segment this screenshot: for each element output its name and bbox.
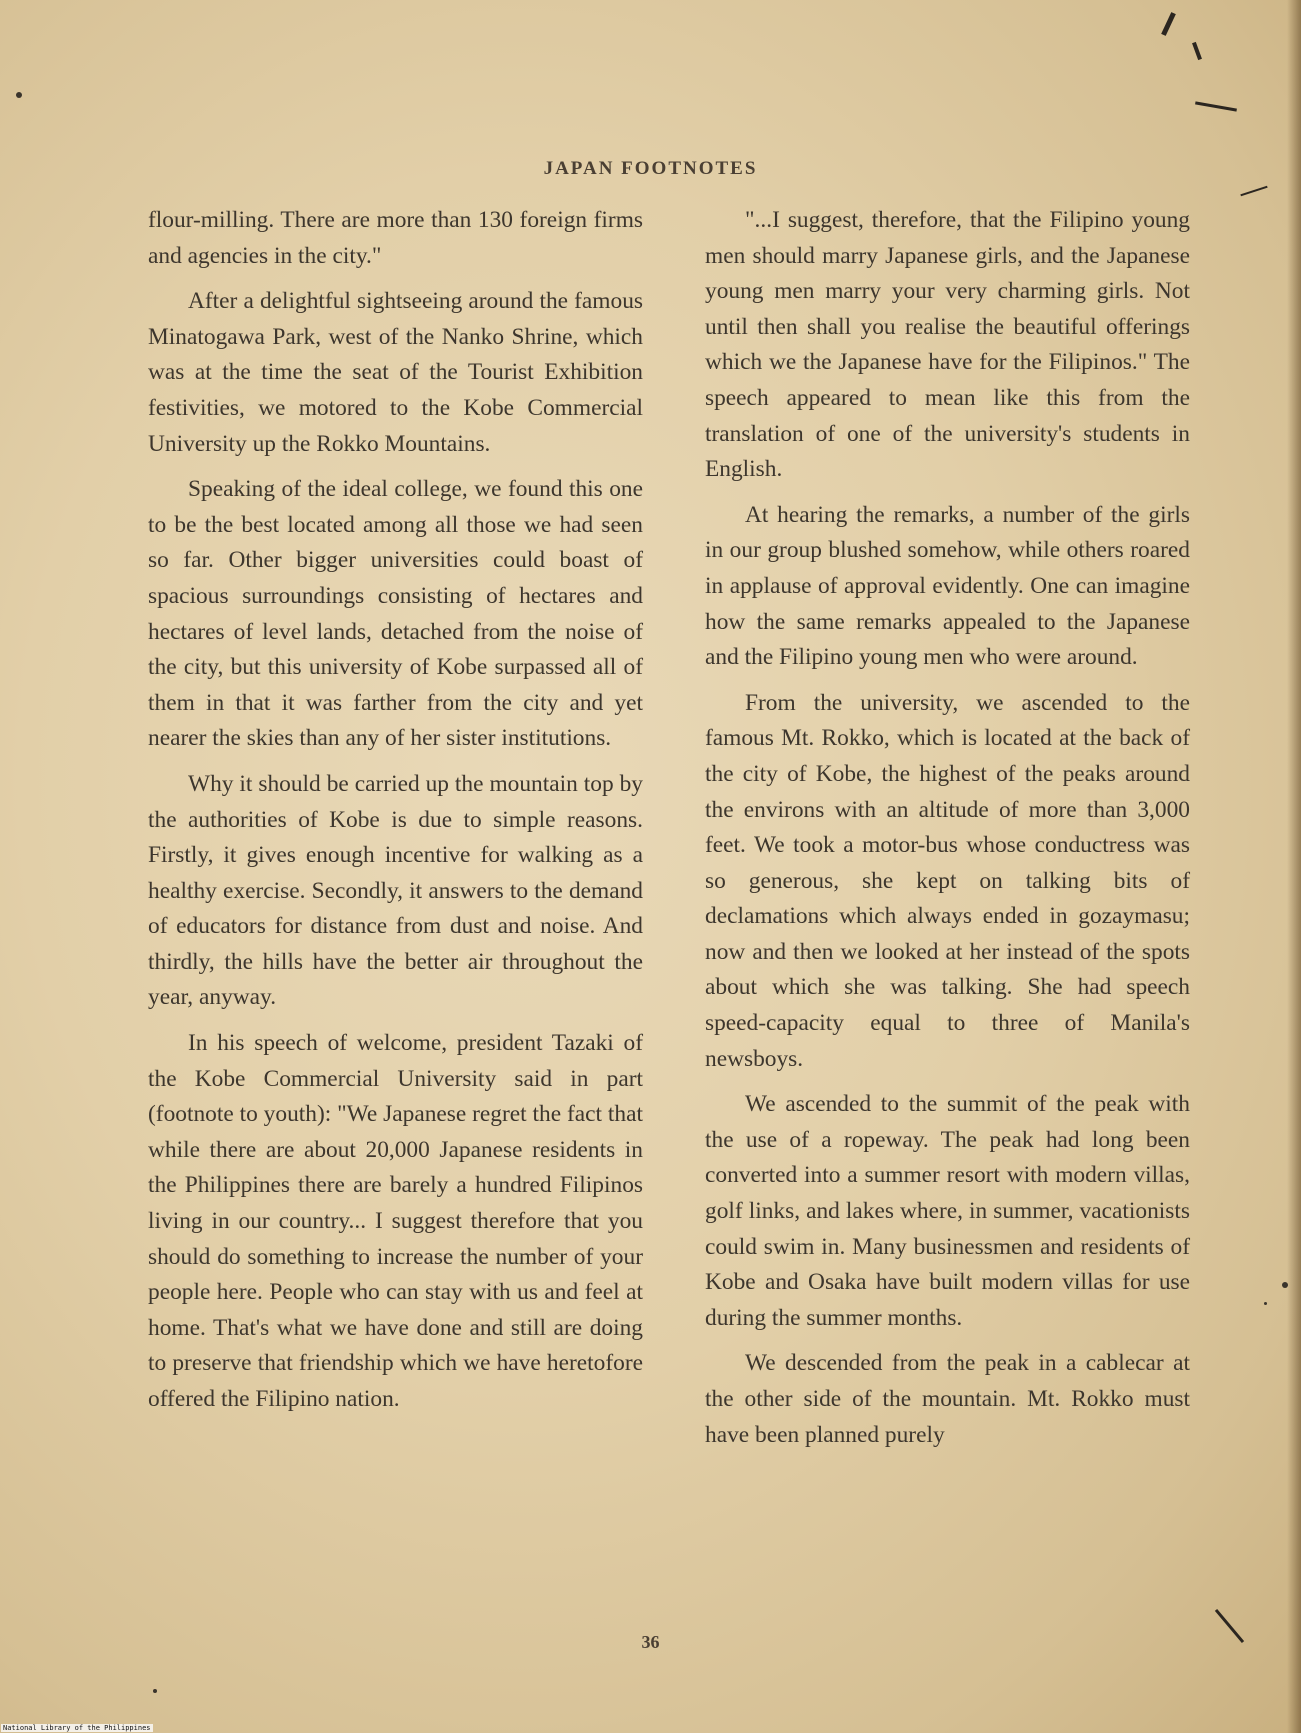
scan-mark bbox=[1161, 12, 1176, 36]
page-edge-shadow bbox=[1287, 0, 1301, 1733]
scan-speck bbox=[153, 1689, 157, 1693]
paragraph: We descended from the peak in a cablecar at the other side of the mountain. Mt. Rokko must have been planned purely bbox=[705, 1350, 1190, 1448]
scan-speck bbox=[16, 92, 22, 98]
paragraph: flour-milling. There are more than 130 foreign firms and agencies in the city." bbox=[148, 207, 643, 269]
left-text-column bbox=[148, 203, 643, 1428]
scan-speck bbox=[1264, 1302, 1267, 1305]
running-header: JAPAN FOOTNOTES bbox=[543, 158, 758, 179]
right-text-column bbox=[705, 203, 1190, 1463]
paragraph: At hearing the remarks, a number of the girls in our group blushed somehow, while others roared in applause of approval evidently. One can imagine how the same remarks appealed to the Japanese and the Filipino young men who were around. bbox=[705, 501, 1190, 671]
page-number: 36 bbox=[641, 1632, 660, 1652]
paragraph: After a delightful sightseeing around the famous Minatogawa Park, west of the Nanko Shrine, which was at the time the seat of the Tourist Exhibition festivities, we motored to the Kobe Commercial University up the Rokko Mountains. bbox=[148, 288, 643, 457]
paragraph: We ascended to the summit of the peak with the use of a ropeway. The peak had long been converted into a summer resort with modern villas, golf links, and lakes where, in summer, vacationists could swim in. Many businessmen and residents of Kobe and Osaka have built modern villas for use during the summer months. bbox=[705, 1091, 1190, 1331]
scan-speck bbox=[1282, 1282, 1288, 1288]
paragraph: In his speech of welcome, president Tazaki of the Kobe Commercial University said in part (footnote to youth): "We Japanese regret the fact that while there are about 20,000 Japanese residents in the Philippines there are barely a hundred Filipinos living in our country... I suggest therefore that you should do something to increase the number of your people here. People who can stay with us and feel at home. That's what we have done and still are doing to preserve that friendship which we have heretofore offered the Filipino nation. bbox=[148, 1030, 643, 1412]
scan-mark bbox=[1192, 42, 1202, 60]
scan-mark bbox=[1195, 101, 1237, 111]
paragraph: From the university, we ascended to the famous Mt. Rokko, which is located at the back of the city of Kobe, the highest of the peaks around the environs with an altitude of more than 3,000 feet. We took a motor-bus whose conductress was so generous, she kept on talking bits of declamations which always ended in gozaymasu; now and then we looked at her instead of the spots about which she was talking. She had speech speed-capacity equal to three of Manila's newsboys. bbox=[705, 689, 1190, 1072]
paragraph: Speaking of the ideal college, we found this one to be the best located among all those we had seen so far. Other bigger universities could boast of spacious surroundings consisting of hectares and hectares of level lands, detached from the noise of the city, but this university of Kobe surpassed all of them in that it was farther from the city and yet nearer the skies than any of her sister institutions. bbox=[148, 476, 643, 752]
paragraph: Why it should be carried up the mountain top by the authorities of Kobe is due to simple reasons. Firstly, it gives enough incentive for walking as a healthy exercise. Secondly, it answers to the demand of educators for distance from dust and noise. And thirdly, the hills have the better air throughout the year, anyway. bbox=[148, 770, 643, 1011]
scan-mark bbox=[1240, 186, 1267, 197]
paragraph: "...I suggest, therefore, that the Filipino young men should marry Japanese girls, and the Japanese young men marry your very charming girls. Not until then shall you realise the beautiful offerings which we the Japanese have for the Filipinos." The speech appeared to mean like this from the translation of one of the university's students in English. bbox=[705, 207, 1190, 483]
library-credit: National Library of the Philippines bbox=[3, 1724, 151, 1732]
